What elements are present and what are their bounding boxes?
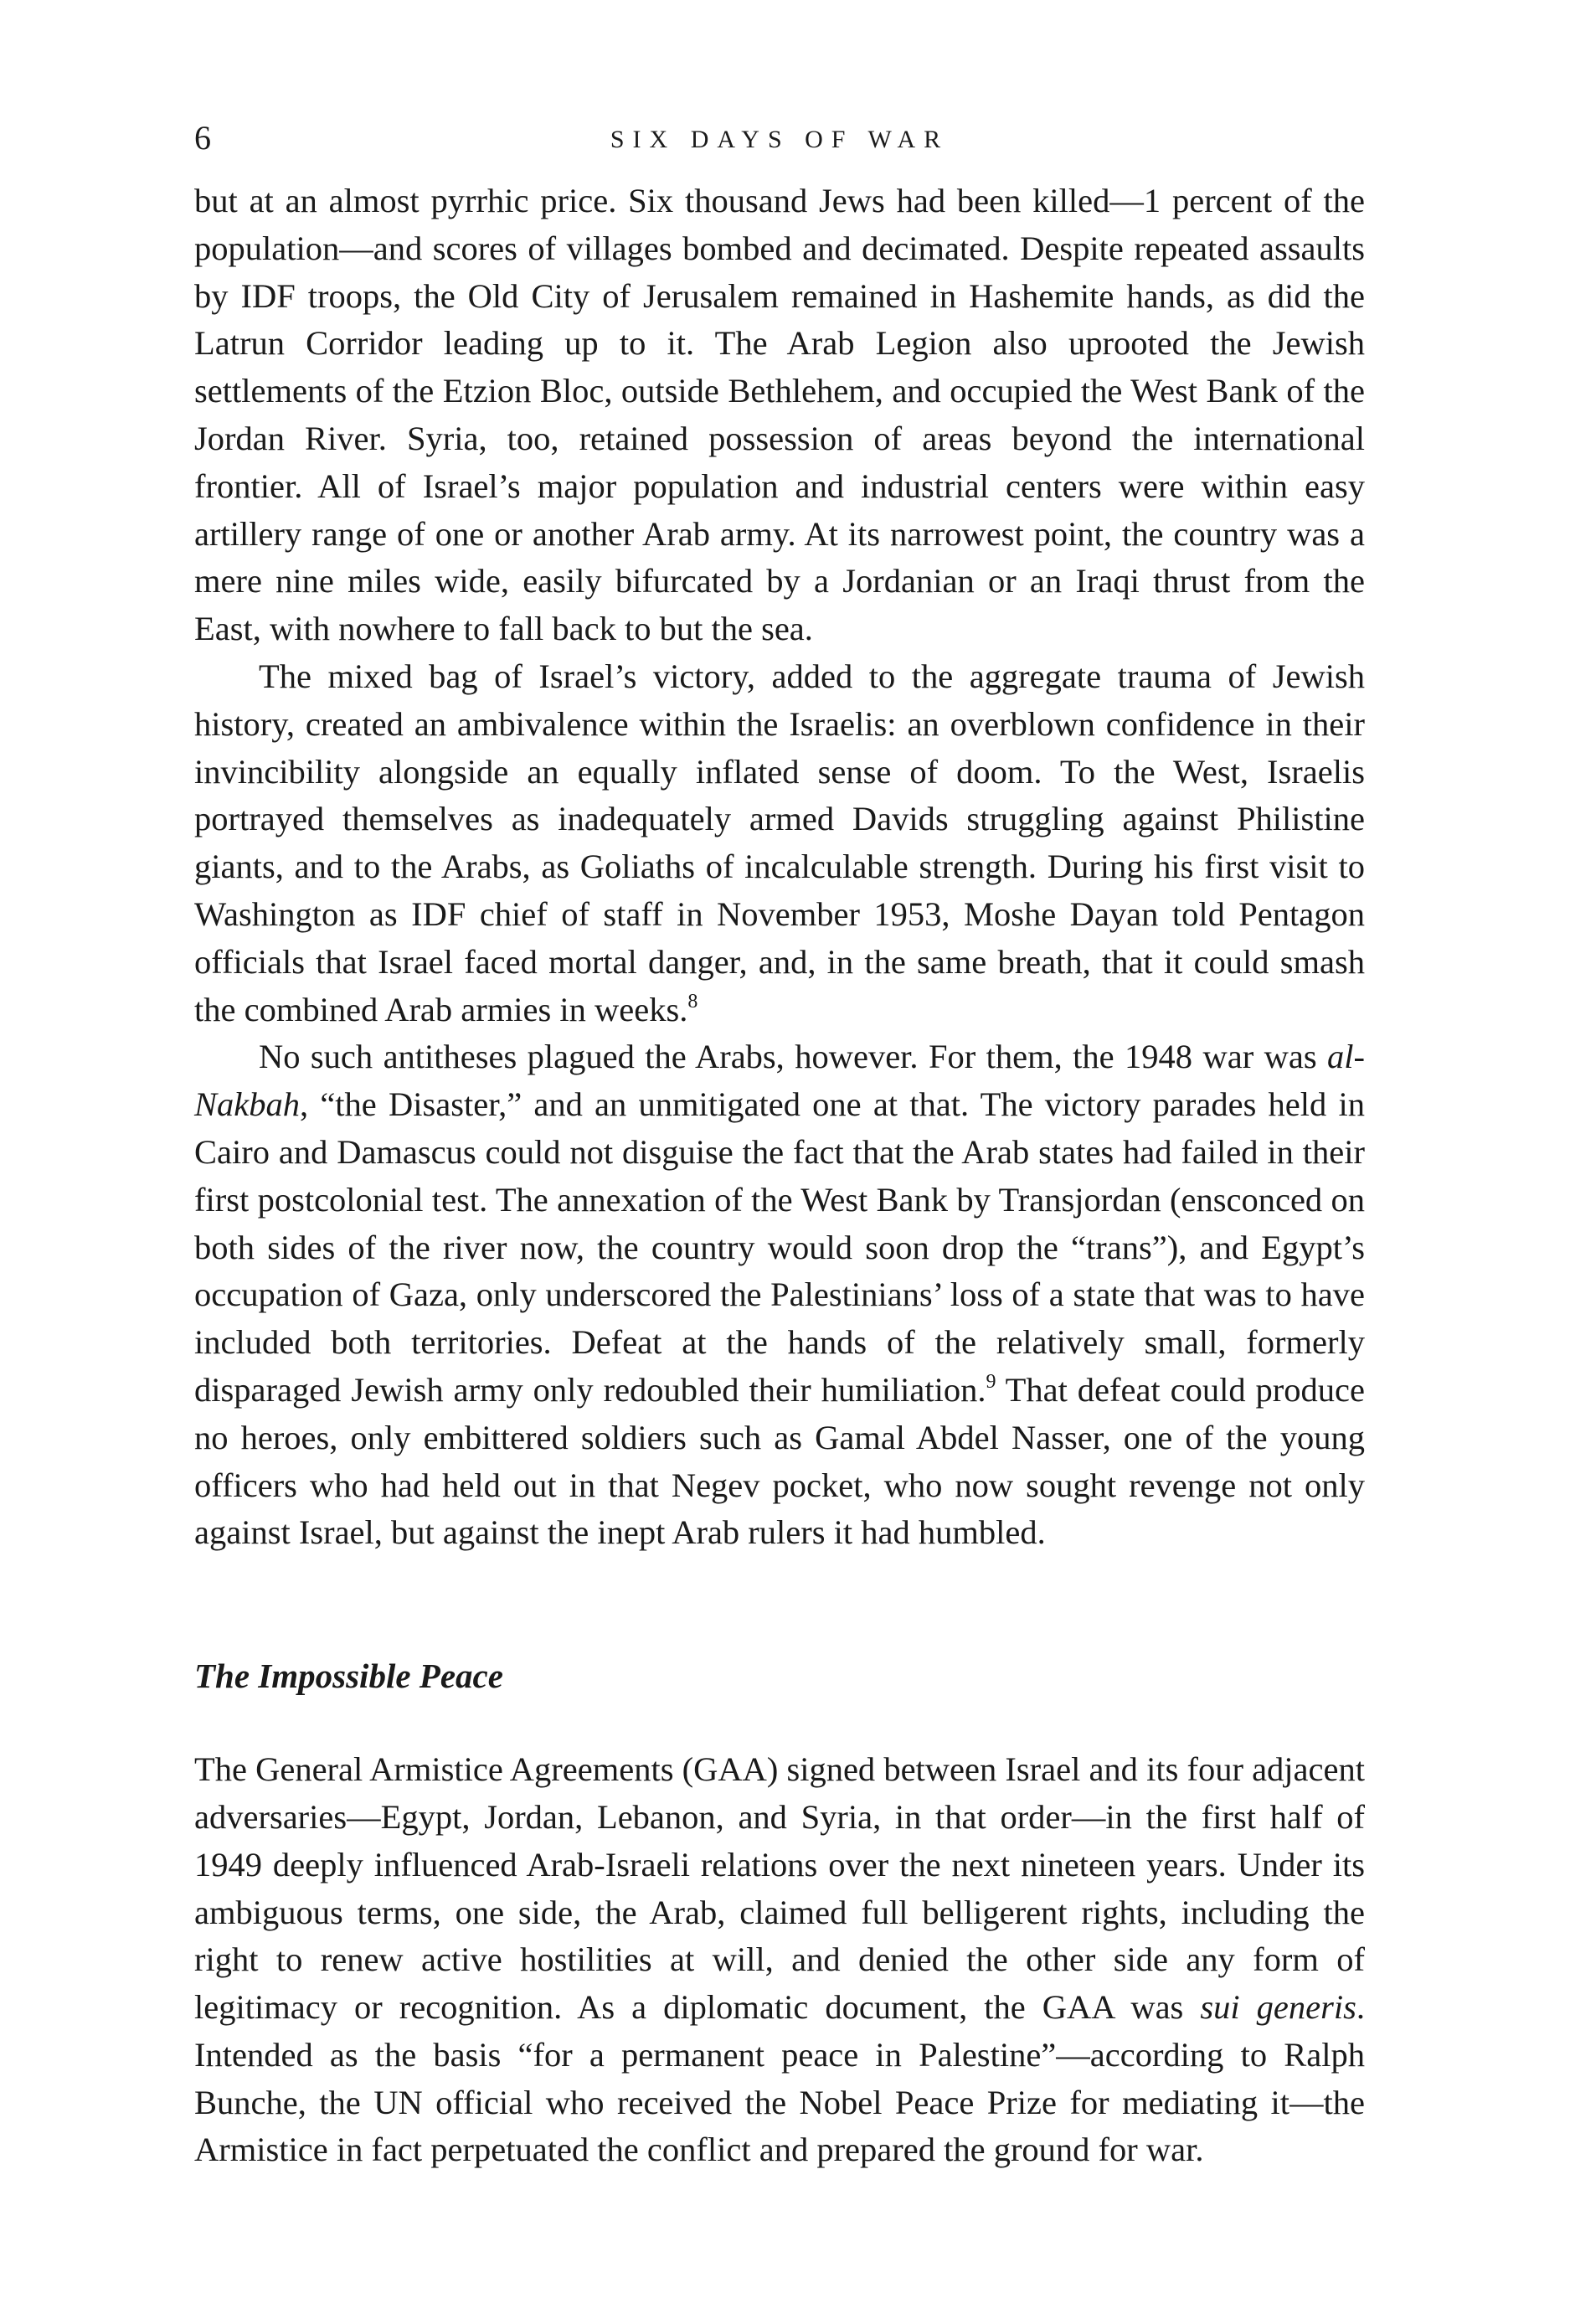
text-run: No such antitheses plagued the Arabs, however. For them, the 1948 war was [259, 1038, 1327, 1076]
book-page [194, 117, 1365, 2174]
italic-term: sui generis [1200, 1988, 1356, 2027]
text-run: . Intended as the basis “for a permanent peace in Palestine”—according to Ralph Bunche, the UN official who received the Nobel Peace Prize for mediating it—the Armistice in fact perpetuated the conflict and prepared the ground for war. [194, 1988, 1365, 2169]
paragraph [194, 1746, 1365, 2174]
paragraph [194, 178, 1365, 653]
running-title: SIX DAYS OF WAR [610, 126, 950, 153]
running-head [194, 117, 1365, 167]
paragraph [194, 653, 1365, 1033]
footnote-marker: 8 [687, 990, 698, 1013]
text-run: The mixed bag of Israel’s victory, added to the aggregate trauma of Jewish history, created an ambivalence within the Israelis: an overblown confidence in their invincibility alongside an equally inflated sense of doom. To the West, Israelis portrayed themselves as inadequately armed Davids struggling against Philistine giants, and to the Arabs, as Goliaths of incalculable strength. During his first visit to Washington as IDF chief of staff in November 1953, Moshe Dayan told Pentagon officials that Israel faced mortal danger, and, in the same breath, that it could smash the combined Arab armies in weeks. [194, 657, 1365, 1028]
body-text [194, 178, 1365, 1557]
text-run: , “the Disaster,” and an unmitigated one at that. The victory parades held in Cairo and Damascus could not disguise the fact that the Arab states had failed in their first postcolonial test. The annexation of the West Bank by Transjordan (ensconced on both sides of the river now, the country would soon drop the “trans”), and Egypt’s occupation of Gaza, only underscored the Palestinians’ loss of a state that was to have included both territories. Defeat at the hands of the relatively small, formerly disparaged Jewish army only redoubled their humiliation. [194, 1085, 1365, 1409]
page-number: 6 [194, 119, 211, 157]
text-run: The General Armistice Agreements (GAA) signed between Israel and its four adjacent adversaries—Egypt, Jordan, Lebanon, and Syria, in that order—in the first half of 1949 deeply influenced Arab-Israeli relations over the next nineteen years. Under its ambiguous terms, one side, the Arab, claimed full belligerent rights, including the right to renew active hostilities at will, and denied the other side any form of legitimacy or recognition. As a diplomatic document, the GAA was [194, 1750, 1365, 2027]
section-heading: The Impossible Peace [194, 1657, 503, 1696]
italic-term: al-Nakbah [194, 1038, 1365, 1124]
text-run: but at an almost pyrrhic price. Six thousand Jews had been killed—1 percent of the population—and scores of villages bombed and decimated. Despite repeated assaults by IDF troops, the Old City of Jerusalem remained in Hashemite hands, as did the Latrun Corridor leading up to it. The Arab Legion also uprooted the Jewish settlements of the Etzion Bloc, outside Bethlehem, and occupied the West Bank of the Jordan River. Syria, too, retained possession of areas beyond the international frontier. All of Israel’s major population and industrial centers were within easy artillery range of one or another Arab army. At its narrowest point, the country was a mere nine miles wide, easily bifurcated by a Jordanian or an Iraqi thrust from the East, with nowhere to fall back to but the sea. [194, 182, 1365, 648]
paragraph [194, 1033, 1365, 1557]
body-text [194, 1746, 1365, 2174]
text-run: That defeat could produce no heroes, only embittered soldiers such as Gamal Abdel Nasser, one of the young officers who had held out in that Negev pocket, who now sought revenge not only against Israel, but against the inept Arab rulers it had humbled. [194, 1370, 1365, 1552]
footnote-marker: 9 [986, 1370, 996, 1393]
